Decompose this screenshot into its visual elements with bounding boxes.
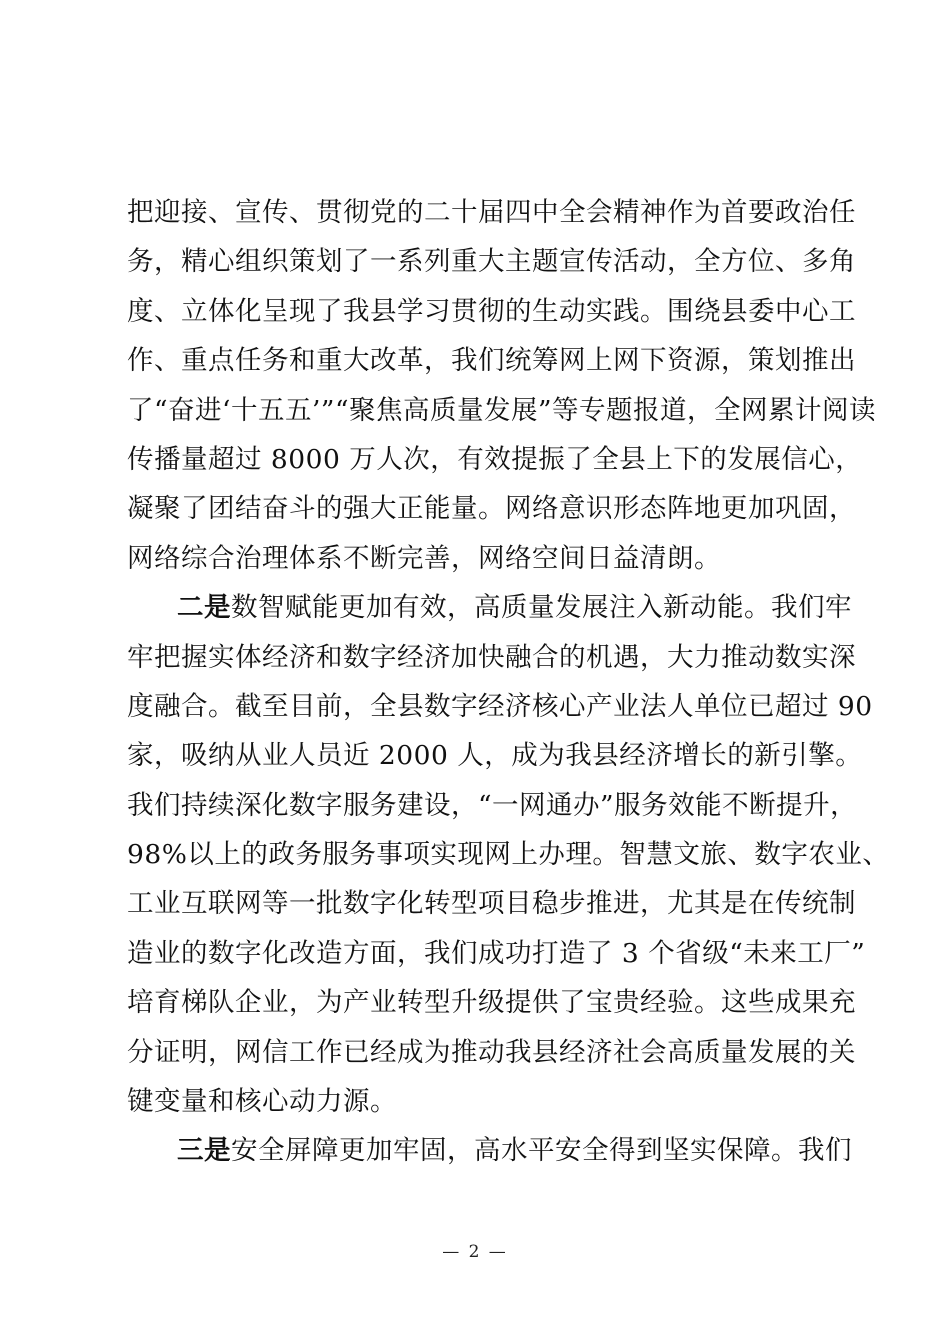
text-line: 网络综合治理体系不断完善，网络空间日益清朗。: [127, 542, 721, 574]
page-number: — 2 —: [442, 1242, 508, 1262]
paragraph-text: 安全屏障更加牢固，高水平安全得到坚实保障。我们: [231, 1135, 852, 1167]
paragraph-text: 数智赋能更加有效，高质量发展注入新动能。我们牢: [231, 592, 852, 624]
text-line: 工业互联网等一批数字化转型项目稳步推进，尤其是在传统制: [127, 888, 856, 920]
text-line: 家，吸纳从业人员近 2000 人，成为我县经济增长的新引擎。: [127, 740, 863, 772]
paragraph-lead: 三是: [177, 1135, 231, 1167]
paragraph-lead: 二是: [177, 592, 231, 624]
text-line: 作、重点任务和重大改革，我们统筹网上网下资源，策划推出: [127, 345, 856, 377]
text-line: 了“奋进‘十五五’”“聚焦高质量发展”等专题报道，全网累计阅读: [127, 394, 877, 426]
text-line: 把迎接、宣传、贯彻党的二十届四中全会精神作为首要政治任: [127, 197, 856, 228]
paragraph-2-first-line: [127, 583, 852, 632]
text-line: 度、立体化呈现了我县学习贯彻的生动实践。围绕县委中心工: [127, 295, 856, 327]
text-line: 牢把握实体经济和数字经济加快融合的机遇，大力推动数实深: [127, 641, 856, 673]
text-line: 我们持续深化数字服务建设，“一网通办”服务效能不断提升，: [127, 789, 858, 821]
text-line: 分证明，网信工作已经成为推动我县经济社会高质量发展的关: [127, 1036, 856, 1068]
text-line: 凝聚了团结奋斗的强大正能量。网络意识形态阵地更加巩固，: [127, 493, 856, 525]
text-line: 造业的数字化改造方面，我们成功打造了 3 个省级“未来工厂”: [127, 937, 866, 969]
text-line: 度融合。截至目前，全县数字经济核心产业法人单位已超过 90: [127, 690, 873, 722]
text-line: 培育梯队企业，为产业转型升级提供了宝贵经验。这些成果充: [127, 987, 856, 1019]
text-line: 务，精心组织策划了一系列重大主题宣传活动，全方位、多角: [127, 246, 856, 278]
paragraph-3-first-line: [127, 1126, 852, 1175]
text-line: 键变量和核心动力源。: [127, 1086, 397, 1118]
body-text: [127, 188, 890, 1176]
text-line: 传播量超过 8000 万人次，有效提振了全县上下的发展信心，: [127, 443, 863, 475]
text-line: 98%以上的政务服务事项实现网上办理。智慧文旅、数字农业、: [127, 839, 890, 871]
